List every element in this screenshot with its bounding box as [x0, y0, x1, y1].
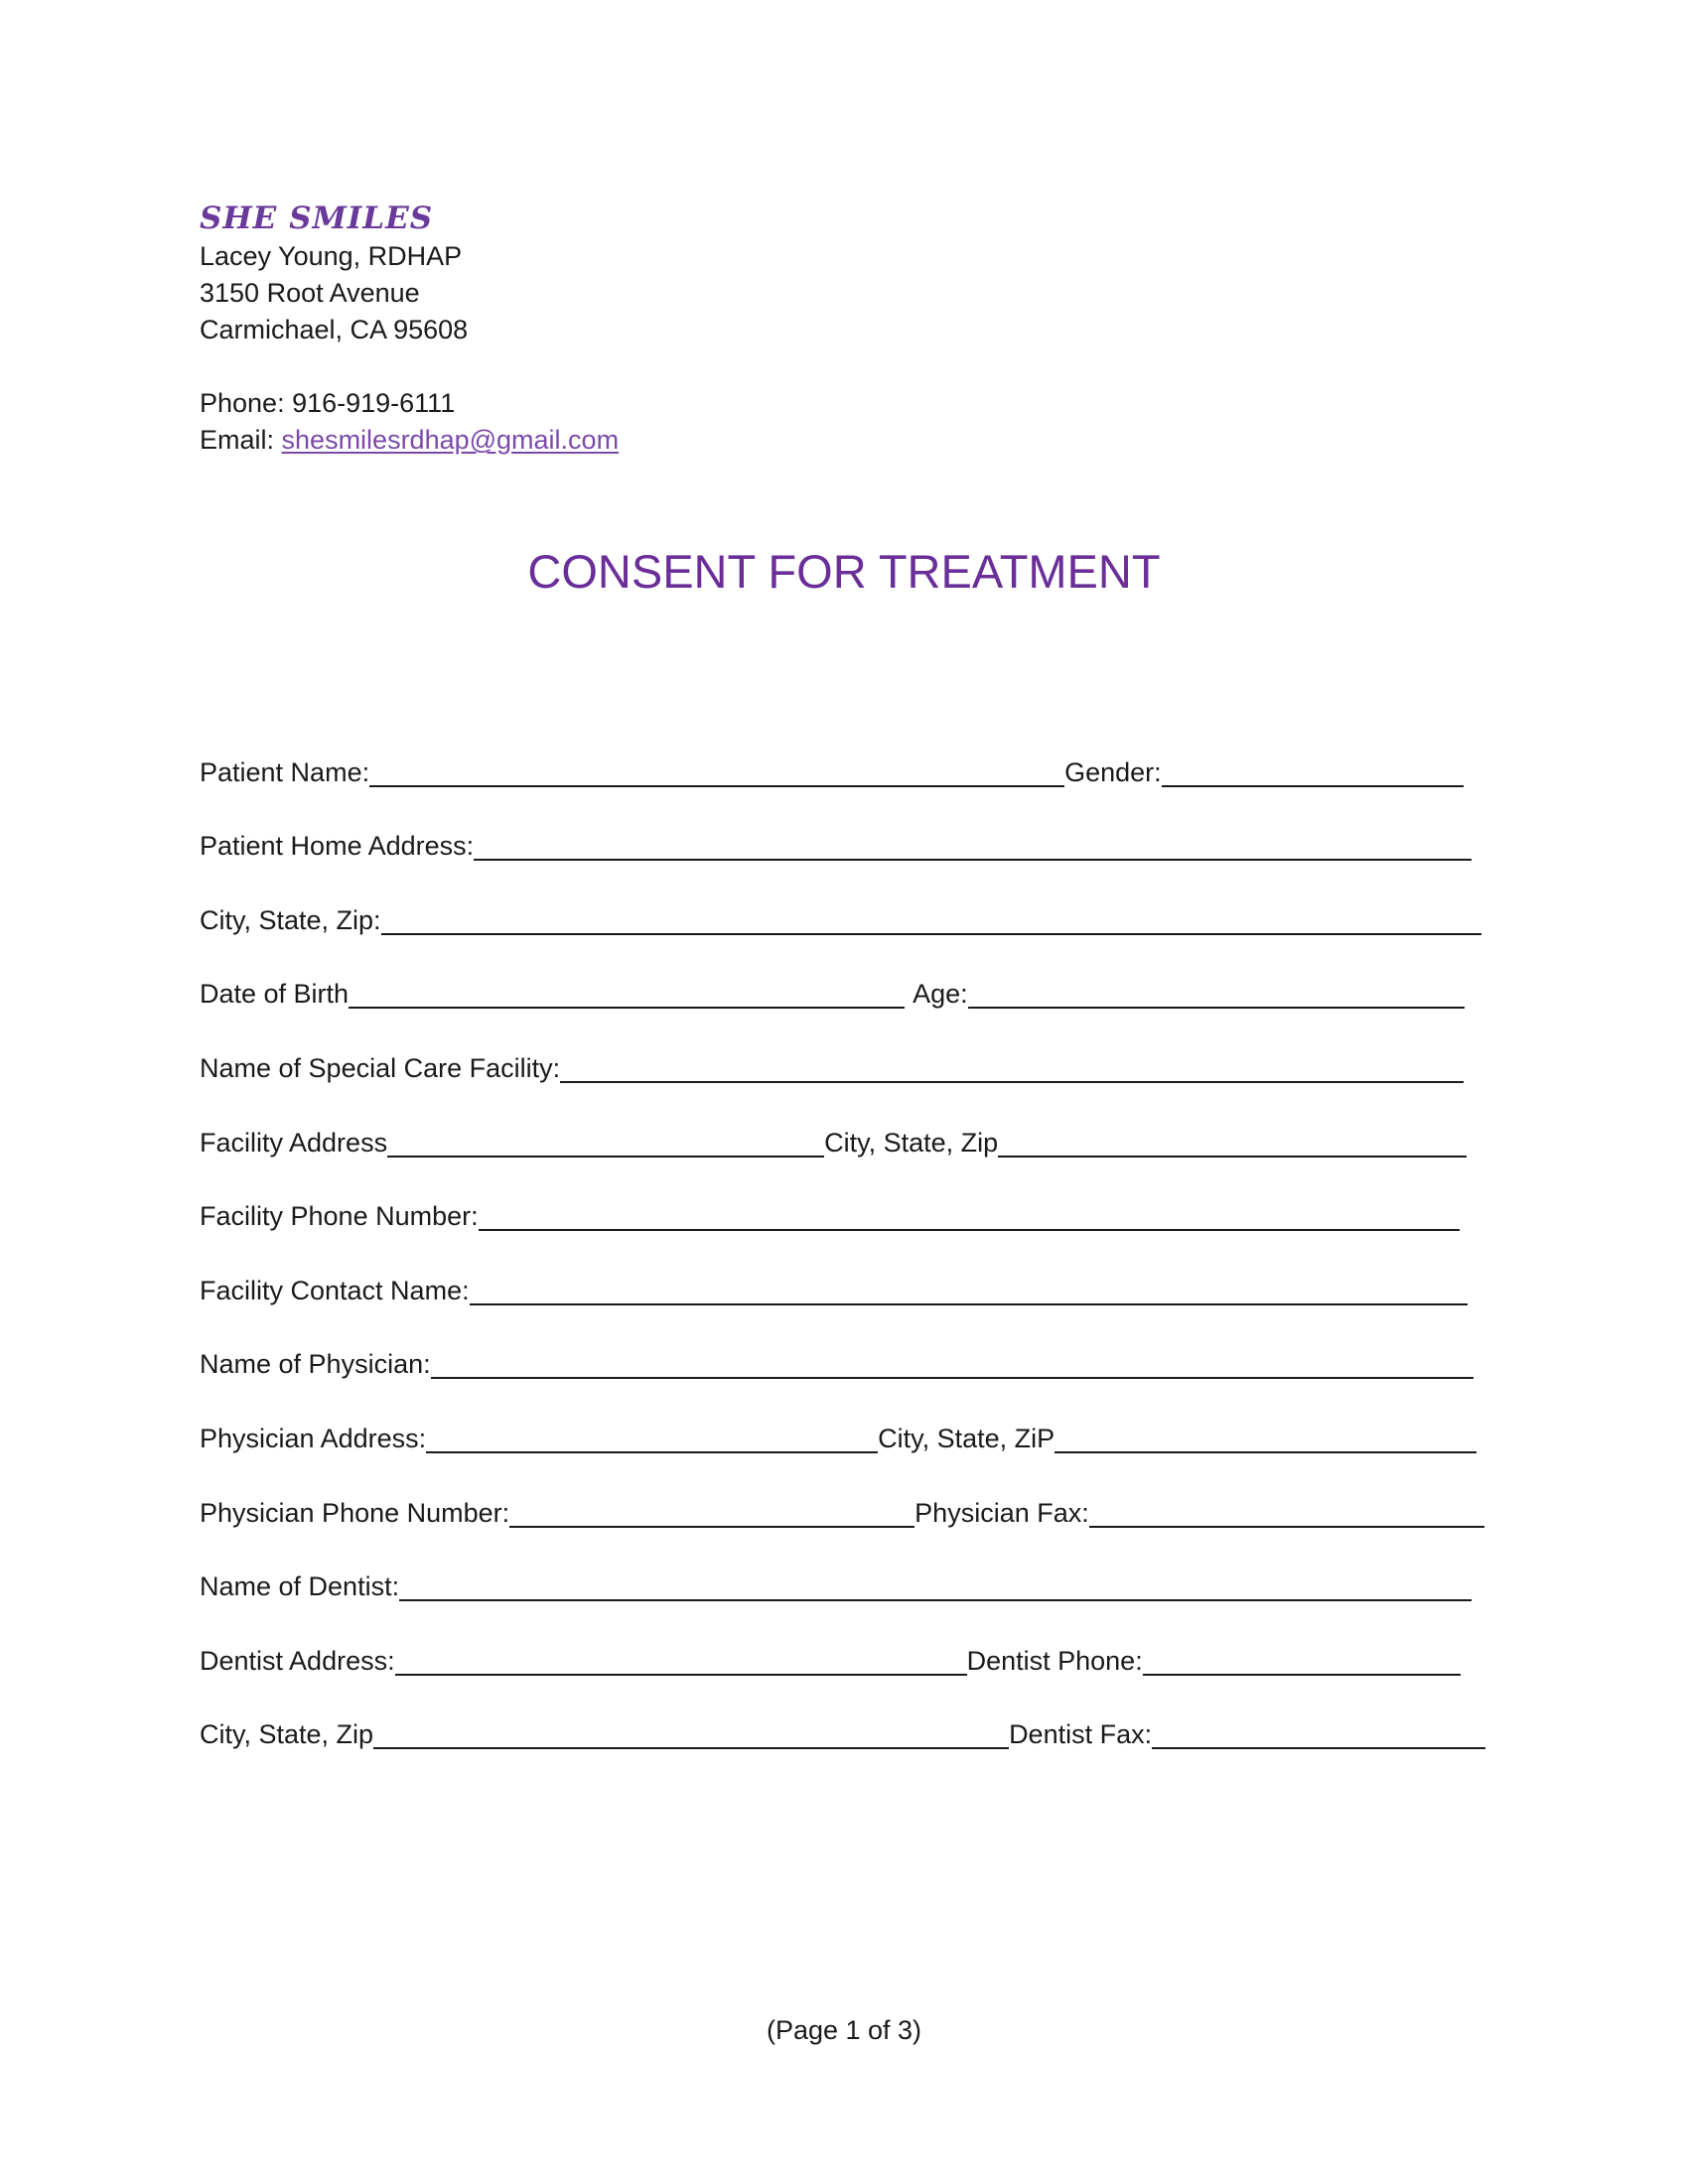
physician-city-field[interactable]	[1055, 1422, 1477, 1453]
email-line	[200, 422, 895, 459]
physician-phone-label: Physician Phone Number:	[200, 1497, 510, 1528]
brand-name: SHE SMILES	[200, 201, 434, 236]
form-row-patient-name	[200, 715, 1490, 789]
dentist-name-label: Name of Dentist:	[200, 1571, 400, 1602]
provider-name: Lacey Young, RDHAP	[200, 241, 463, 271]
physician-city-label: City, State, ZiP	[878, 1423, 1055, 1453]
physician-name-label: Name of Physician:	[200, 1349, 431, 1380]
facility-phone-label: Facility Phone Number:	[200, 1201, 479, 1232]
form-row-facility-name	[200, 1011, 1490, 1085]
gender-label: Gender:	[1064, 756, 1162, 787]
facility-phone-field[interactable]	[479, 1199, 1460, 1231]
dentist-fax-field[interactable]	[1152, 1717, 1485, 1749]
form-row-dob	[200, 937, 1490, 1012]
phone-line: Phone: 916-919-6111	[200, 388, 456, 418]
form-row-facility-contact	[200, 1233, 1490, 1307]
facility-contact-label: Facility Contact Name:	[200, 1275, 470, 1305]
physician-address-field[interactable]	[426, 1422, 878, 1453]
form-row-physician-phone	[200, 1455, 1490, 1530]
facility-contact-field[interactable]	[470, 1274, 1468, 1305]
consent-form	[200, 715, 1490, 1751]
facility-city-label: City, State, Zip	[824, 1127, 999, 1158]
patient-name-field[interactable]	[369, 755, 1064, 787]
facility-name-label: Name of Special Care Facility:	[200, 1052, 561, 1083]
address-line-2: Carmichael, CA 95608	[200, 315, 469, 344]
facility-city-field[interactable]	[998, 1126, 1467, 1158]
form-row-facility-address	[200, 1085, 1490, 1160]
dentist-address-field[interactable]	[395, 1644, 967, 1676]
physician-fax-field[interactable]	[1089, 1496, 1484, 1528]
form-row-dentist-city	[200, 1678, 1490, 1752]
patient-city-label: City, State, Zip:	[200, 904, 381, 935]
form-row-home-address	[200, 789, 1490, 864]
dentist-phone-label: Dentist Phone:	[966, 1645, 1143, 1676]
form-row-dentist-address	[200, 1603, 1490, 1678]
dob-field[interactable]	[349, 977, 905, 1009]
page-number: (Page 1 of 3)	[766, 2015, 922, 2045]
facility-name-field[interactable]	[560, 1051, 1464, 1083]
form-row-physician-address	[200, 1381, 1490, 1455]
form-row-physician-name	[200, 1307, 1490, 1382]
physician-fax-label: Physician Fax:	[914, 1497, 1089, 1528]
page-title: CONSENT FOR TREATMENT	[527, 545, 1161, 598]
home-address-field[interactable]	[474, 829, 1472, 861]
email-label: Email:	[200, 425, 282, 455]
dentist-name-field[interactable]	[399, 1570, 1472, 1601]
form-row-patient-city	[200, 863, 1490, 937]
gender-field[interactable]	[1162, 755, 1464, 787]
dentist-city-field[interactable]	[373, 1717, 1009, 1749]
age-field[interactable]	[968, 977, 1465, 1009]
dentist-fax-label: Dentist Fax:	[1009, 1719, 1153, 1750]
address-line-1: 3150 Root Avenue	[200, 278, 420, 308]
patient-city-field[interactable]	[381, 903, 1481, 935]
letterhead	[200, 199, 895, 459]
home-address-label: Patient Home Address:	[200, 831, 475, 862]
physician-phone-field[interactable]	[509, 1496, 914, 1528]
email-link[interactable]: shesmilesrdhap@gmail.com	[281, 425, 620, 455]
age-label: Age:	[913, 979, 968, 1010]
dob-label: Date of Birth	[200, 979, 350, 1010]
dentist-phone-field[interactable]	[1143, 1644, 1461, 1676]
dentist-address-label: Dentist Address:	[200, 1645, 395, 1676]
form-row-facility-phone	[200, 1160, 1490, 1234]
dentist-city-label: City, State, Zip	[200, 1719, 374, 1750]
form-row-dentist-name	[200, 1530, 1490, 1604]
physician-name-field[interactable]	[431, 1347, 1474, 1379]
facility-address-field[interactable]	[387, 1126, 824, 1158]
physician-address-label: Physician Address:	[200, 1423, 427, 1453]
patient-name-label: Patient Name:	[200, 756, 370, 787]
facility-address-label: Facility Address	[200, 1127, 388, 1158]
